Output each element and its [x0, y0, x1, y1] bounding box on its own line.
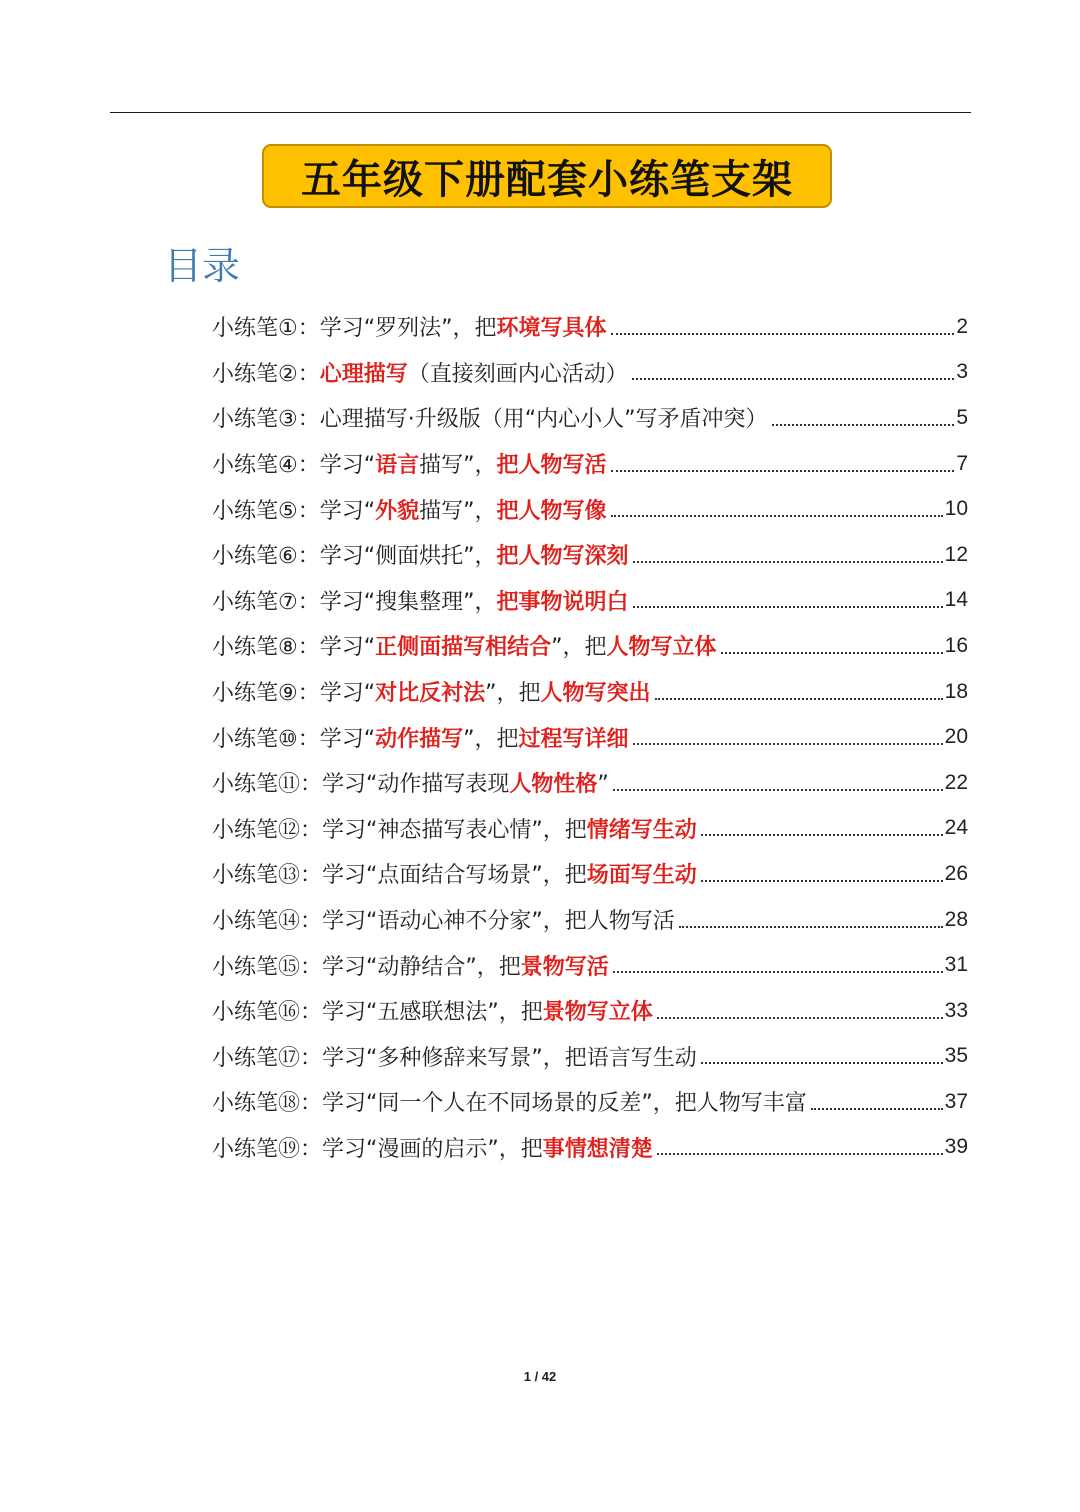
entry-text-segment: 小练笔⑥：学习“侧面烘托”，	[212, 544, 497, 570]
toc-page-number: 31	[944, 953, 968, 977]
toc-entry[interactable]	[212, 1079, 968, 1125]
entry-text-segment: 小练笔⑤：学习“	[212, 498, 376, 524]
entry-text-segment: （直接刻画内心活动）	[407, 361, 628, 387]
entry-text-segment: 小练笔⑨：学习“	[212, 681, 376, 707]
dot-leader	[701, 1062, 943, 1064]
dot-leader	[633, 561, 943, 563]
entry-text-segment: 小练笔⑪：学习“动作描写表现	[212, 772, 510, 798]
toc-page-number: 39	[944, 1135, 968, 1159]
highlighted-text: 过程写详细	[518, 726, 629, 752]
document-title: 五年级下册配套小练笔支架	[301, 156, 793, 203]
toc-entry[interactable]	[212, 304, 968, 350]
toc-entry[interactable]	[212, 623, 968, 669]
toc-entry[interactable]	[212, 441, 968, 487]
entry-text-segment: 小练笔①：学习“罗列法”，把	[212, 316, 497, 342]
title-banner	[262, 144, 832, 208]
toc-page-number: 24	[944, 816, 968, 840]
entry-text-segment: 小练笔⑮：学习“动静结合”，把	[212, 954, 521, 980]
toc-page-number: 3	[956, 360, 968, 384]
toc-page-number: 22	[944, 770, 968, 794]
toc-page-number: 37	[944, 1089, 968, 1113]
dot-leader	[613, 789, 943, 791]
entry-text-segment: 小练笔③：心理描写·升级版（用“内心小人”写矛盾冲突）	[212, 407, 768, 433]
toc-page-number: 2	[956, 314, 968, 338]
toc-entry-title	[212, 1041, 697, 1072]
entry-text-segment: 小练笔④：学习“	[212, 453, 376, 479]
toc-entry-title	[212, 494, 607, 525]
toc-page-number: 26	[944, 861, 968, 885]
toc-heading: 目录	[164, 244, 241, 288]
highlighted-text: 事情想清楚	[542, 1136, 653, 1162]
dot-leader	[701, 880, 943, 882]
page-number-footer: 1 / 42	[523, 1369, 557, 1384]
entry-text-segment: ”，把	[551, 635, 607, 661]
entry-text-segment: 小练笔⑬：学习“点面结合写场景”，把	[212, 863, 587, 889]
highlighted-text: 把人物写像	[496, 498, 607, 524]
dot-leader	[721, 652, 943, 654]
toc-entry-title	[212, 995, 653, 1026]
toc-entry[interactable]	[212, 806, 968, 852]
highlighted-text: 心理描写	[319, 361, 408, 387]
toc-page-number: 16	[944, 633, 968, 657]
entry-text-segment: ”，把	[485, 681, 541, 707]
toc-entry[interactable]	[212, 395, 968, 441]
toc-entry-title	[212, 904, 675, 935]
toc-entry[interactable]	[212, 942, 968, 988]
dot-leader	[655, 698, 943, 700]
toc-entry-title	[212, 950, 609, 981]
toc-entry-title	[212, 448, 607, 479]
entry-text-segment: 小练笔⑫：学习“神态描写表心情”，把	[212, 817, 587, 843]
toc-entry[interactable]	[212, 714, 968, 760]
toc-entry[interactable]	[212, 851, 968, 897]
highlighted-text: 场面写生动	[586, 863, 697, 889]
highlighted-text: 环境写具体	[496, 316, 607, 342]
toc-entry-title	[212, 311, 607, 342]
toc-entry[interactable]	[212, 1125, 968, 1171]
highlighted-text: 景物写立体	[542, 1000, 653, 1026]
toc-entry-title	[212, 767, 609, 798]
dot-leader	[657, 1017, 943, 1019]
toc-entry[interactable]	[212, 578, 968, 624]
toc-entry-title	[212, 813, 697, 844]
dot-leader	[679, 926, 943, 928]
toc-entry-title	[212, 539, 629, 570]
highlighted-text: 人物写突出	[540, 681, 651, 707]
toc-page-number: 10	[944, 497, 968, 521]
dot-leader	[613, 971, 943, 973]
toc-entry-title	[212, 722, 629, 753]
toc-page-number: 12	[944, 542, 968, 566]
highlighted-text: 把事物说明白	[496, 589, 629, 615]
highlighted-text: 把人物写活	[496, 453, 607, 479]
toc-entry-title	[212, 585, 629, 616]
highlighted-text: 动作描写	[375, 726, 464, 752]
toc-entry-title	[212, 402, 768, 433]
toc-entry[interactable]	[212, 350, 968, 396]
entry-text-segment: 描写”，	[419, 453, 497, 479]
toc-entry-title	[212, 357, 628, 388]
dot-leader	[633, 743, 943, 745]
dot-leader	[632, 378, 955, 380]
entry-text-segment: 小练笔⑧：学习“	[212, 635, 376, 661]
toc-entry[interactable]	[212, 1034, 968, 1080]
entry-text-segment: ”，把	[463, 726, 519, 752]
highlighted-text: 外貌	[375, 498, 420, 524]
highlighted-text: 正侧面描写相结合	[375, 635, 552, 661]
dot-leader	[633, 606, 943, 608]
toc-page-number: 14	[944, 588, 968, 612]
toc-entry[interactable]	[212, 988, 968, 1034]
toc-entry-title	[212, 630, 717, 661]
toc-entry[interactable]	[212, 897, 968, 943]
highlighted-text: 语言	[375, 453, 420, 479]
toc-page-number: 35	[944, 1044, 968, 1068]
toc-page-number: 7	[956, 451, 968, 475]
entry-text-segment: 小练笔⑭：学习“语动心神不分家”，把人物写活	[212, 909, 675, 935]
entry-text-segment: 小练笔⑦：学习“搜集整理”，	[212, 589, 497, 615]
entry-text-segment: 描写”，	[419, 498, 497, 524]
toc-page-number: 33	[944, 998, 968, 1022]
highlighted-text: 人物性格	[509, 772, 598, 798]
toc-entry-title	[212, 858, 697, 889]
entry-text-segment: 小练笔⑩：学习“	[212, 726, 376, 752]
entry-text-segment: 小练笔⑯：学习“五感联想法”，把	[212, 1000, 543, 1026]
toc-entry-title	[212, 1086, 807, 1117]
entry-text-segment: 小练笔⑰：学习“多种修辞来写景”，把语言写生动	[212, 1045, 697, 1071]
dot-leader	[657, 1153, 943, 1155]
entry-text-segment: 小练笔②：	[212, 361, 320, 387]
highlighted-text: 景物写活	[520, 954, 609, 980]
toc-entry[interactable]	[212, 532, 968, 578]
toc-page-number: 28	[944, 907, 968, 931]
toc-page-number: 18	[944, 679, 968, 703]
highlighted-text: 情绪写生动	[586, 817, 697, 843]
highlighted-text: 人物写立体	[606, 635, 717, 661]
toc-entry-title	[212, 676, 651, 707]
dot-leader	[611, 515, 943, 517]
entry-text-segment: ”	[597, 772, 609, 798]
header-rule	[110, 112, 971, 113]
entry-text-segment: 小练笔⑱：学习“同一个人在不同场景的反差”，把人物写丰富	[212, 1091, 807, 1117]
table-of-contents	[212, 304, 968, 1170]
toc-entry[interactable]	[212, 486, 968, 532]
toc-page-number: 5	[956, 405, 968, 429]
toc-page-number: 20	[944, 725, 968, 749]
entry-text-segment: 小练笔⑲：学习“漫画的启示”，把	[212, 1136, 543, 1162]
highlighted-text: 对比反衬法	[375, 681, 486, 707]
dot-leader	[811, 1108, 943, 1110]
dot-leader	[701, 834, 943, 836]
toc-entry[interactable]	[212, 669, 968, 715]
dot-leader	[611, 470, 955, 472]
toc-entry-title	[212, 1132, 653, 1163]
dot-leader	[611, 333, 955, 335]
dot-leader	[772, 424, 955, 426]
highlighted-text: 把人物写深刻	[496, 544, 629, 570]
toc-entry[interactable]	[212, 760, 968, 806]
